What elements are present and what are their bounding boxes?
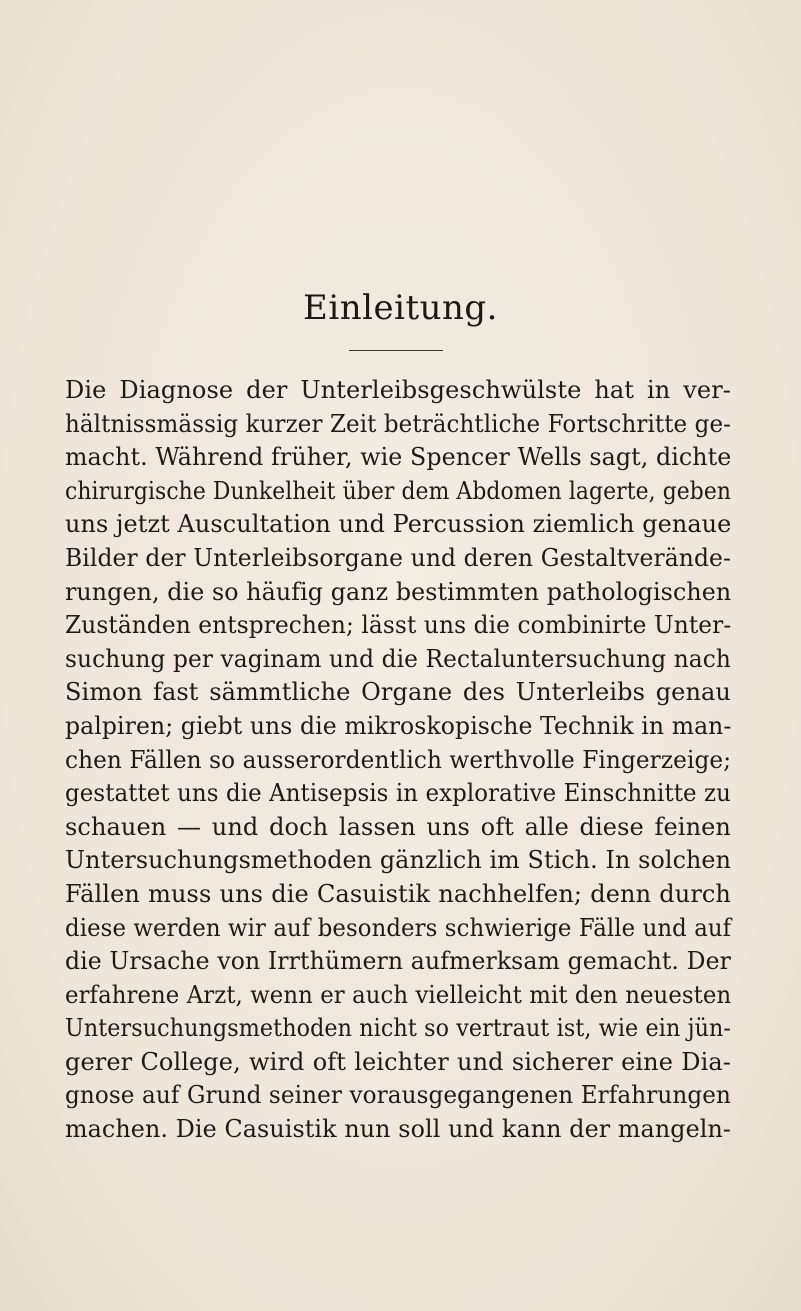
text-line: gerer College, wird oft leichter und sicherer eine Dia- <box>65 1047 731 1076</box>
text-line: erfahrene Arzt, wenn er auch vielleicht mit den neuesten <box>65 980 732 1009</box>
text-line: macht. Während früher, wie Spencer Wells sagt, dichte <box>65 443 732 472</box>
text-line: Bilder der Unterleibsorgane und deren Gestaltverände- <box>65 543 731 572</box>
text-line: chen Fällen so ausserordentlich werthvolle Fingerzeige; <box>65 745 732 774</box>
text-line: Fällen muss uns die Casuistik nachhelfen; denn durch <box>65 879 731 908</box>
body-paragraph <box>65 374 731 1147</box>
text-line: machen. Die Casuistik nun soll und kann der mangeln- <box>65 1115 732 1144</box>
text-line: Zuständen entsprechen; lässt uns die combinirte Unter- <box>65 611 732 640</box>
chapter-title: Einleitung. <box>303 288 498 328</box>
text-line: die Ursache von Irrthümern aufmerksam gemacht. Der <box>65 947 732 976</box>
text-line: rungen, die so häufig ganz bestimmten pathologischen <box>65 577 732 606</box>
text-line: schauen — und doch lassen uns oft alle diese feinen <box>65 812 731 841</box>
title-divider <box>349 350 443 351</box>
text-line: hältnissmässig kurzer Zeit beträchtliche Fortschritte ge- <box>65 409 732 438</box>
text-line: diese werden wir auf besonders schwierige Fälle und auf <box>65 913 732 942</box>
text-line: Simon fast sämmtliche Organe des Unterleibs genau <box>65 678 731 707</box>
text-line: palpiren; giebt uns die mikroskopische Technik in man- <box>65 711 732 740</box>
text-line: Untersuchungsmethoden gänzlich im Stich. In solchen <box>65 846 732 875</box>
text-line: gnose auf Grund seiner vorausgegangenen Erfahrungen <box>65 1081 731 1110</box>
text-line: uns jetzt Auscultation und Percussion ziemlich genaue <box>65 510 732 539</box>
text-line: chirurgische Dunkelheit über dem Abdomen lagerte, geben <box>65 476 732 505</box>
text-line: gestattet uns die Antisepsis in explorative Einschnitte zu <box>65 779 732 808</box>
text-line: Untersuchungsmethoden nicht so vertraut ist, wie ein jün- <box>65 1014 732 1043</box>
text-line: Die Diagnose der Unterleibsgeschwülste hat in ver- <box>65 376 731 404</box>
text-line: suchung per vaginam und die Rectaluntersuchung nach <box>65 644 731 673</box>
